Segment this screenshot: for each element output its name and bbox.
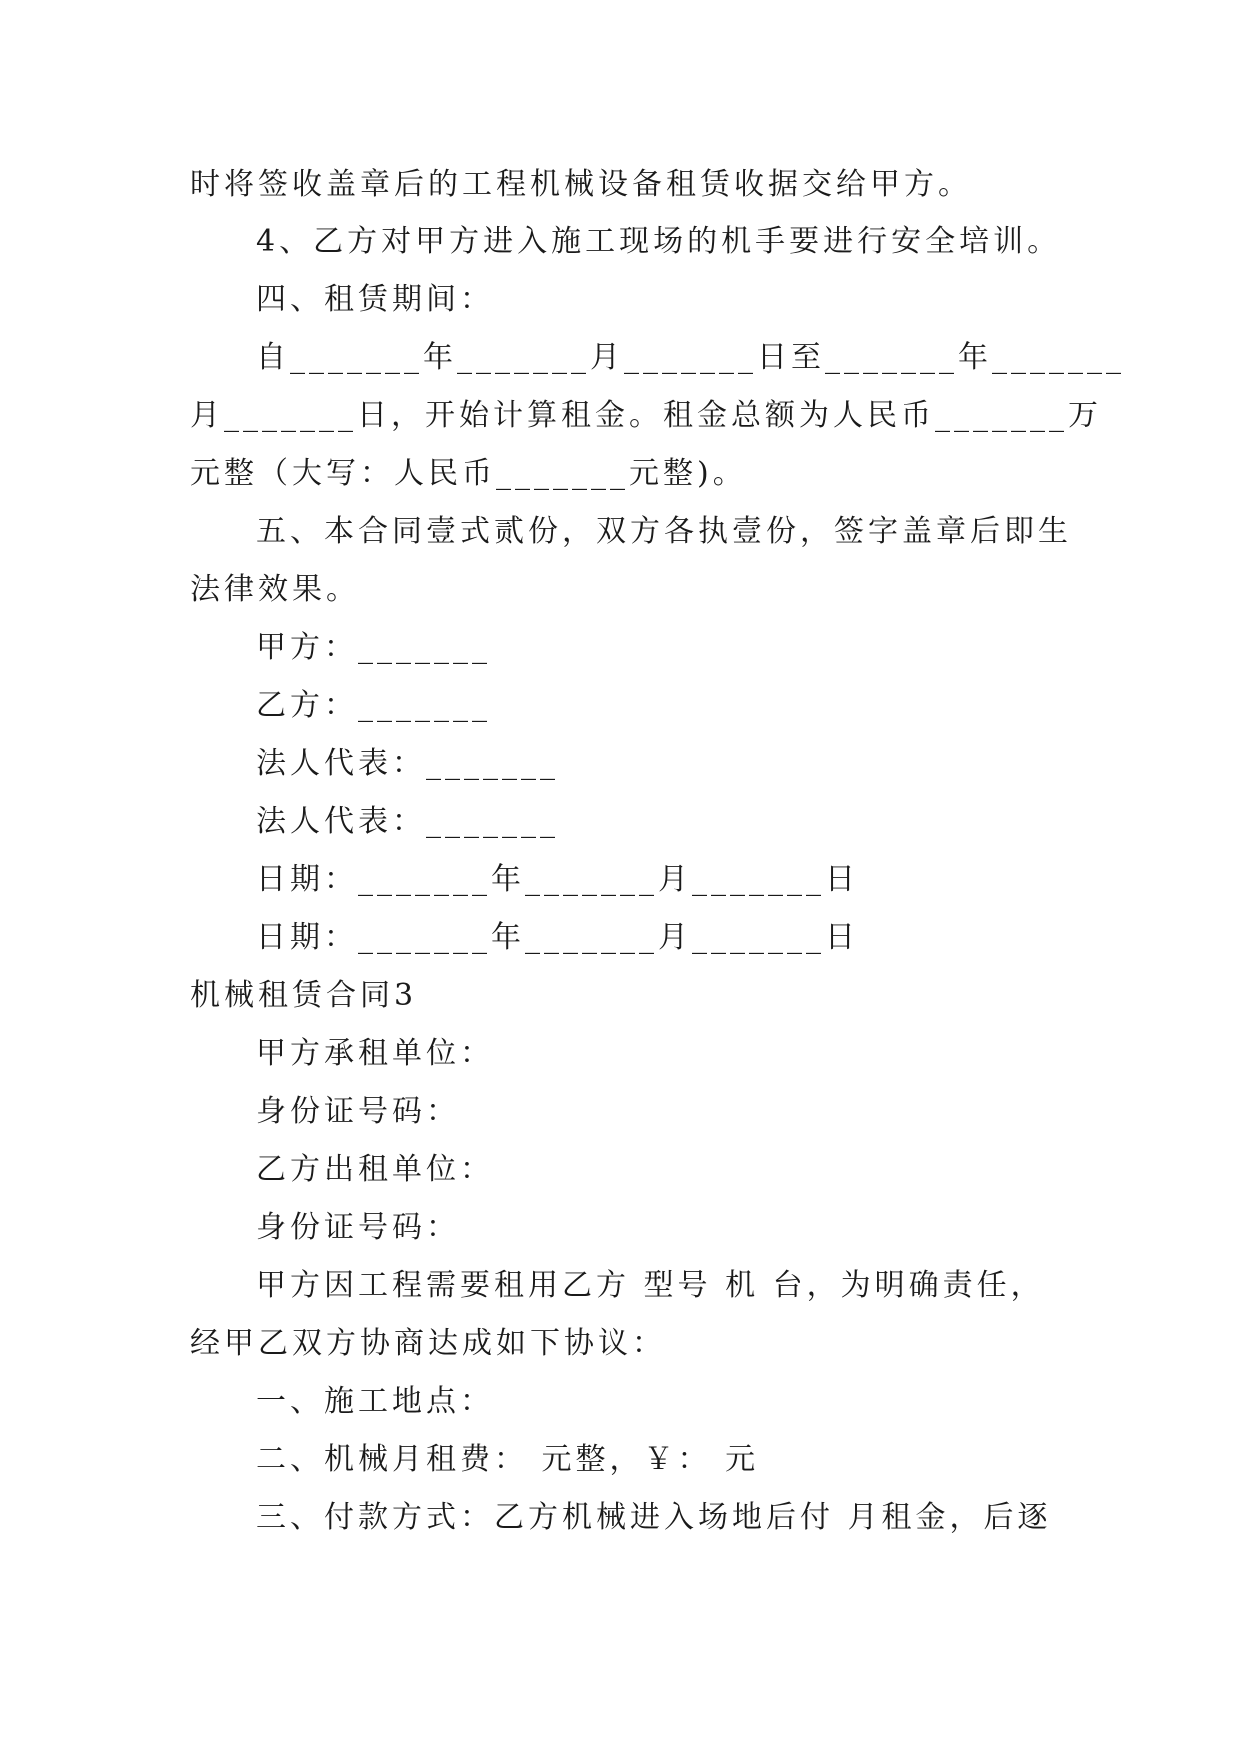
text-line-copies: 五、本合同壹式贰份，双方各执壹份，签字盖章后即生 (256, 514, 1072, 549)
lessor-id: 身份证号码： (256, 1210, 460, 1245)
clause-payment-method: 三、付款方式：乙方机械进入场地后付 月租金，后逐 (256, 1500, 1052, 1535)
clause-monthly-rent: 二、机械月租费： 元整，￥： 元 (256, 1442, 760, 1477)
legal-rep-b: 法人代表：_______ (256, 804, 559, 839)
text-line-lease-dates: 自_______年_______月_______日至_______年_______ (256, 340, 1125, 375)
text-line-2: 4、乙方对甲方进入施工现场的机手要进行安全培训。 (256, 224, 1062, 259)
date-b: 日期：_______年_______月_______日 (256, 920, 859, 955)
text-line-legal-effect: 法律效果。 (190, 572, 360, 607)
contract-title-3: 机械租赁合同3 (190, 978, 418, 1013)
clause-construction-site: 一、施工地点： (256, 1384, 494, 1419)
lessee-unit: 甲方承租单位： (256, 1036, 494, 1071)
text-line-1: 时将签收盖章后的工程机械设备租赁收据交给甲方。 (190, 167, 972, 202)
lessee-id: 身份证号码： (256, 1094, 460, 1129)
legal-rep-a: 法人代表：_______ (256, 746, 559, 781)
party-b-signature: 乙方：_______ (256, 688, 491, 723)
section-heading-lease-period: 四、租赁期间： (256, 282, 494, 317)
text-line-rent-words: 元整（大写：人民币_______元整)。 (190, 456, 747, 491)
date-a: 日期：_______年_______月_______日 (256, 862, 859, 897)
text-line-purpose: 甲方因工程需要租用乙方 型号 机 台，为明确责任， (256, 1268, 1045, 1303)
text-line-rent-start: 月_______日，开始计算租金。租金总额为人民币_______万 (190, 398, 1102, 433)
party-a-signature: 甲方：_______ (256, 630, 491, 665)
lessor-unit: 乙方出租单位： (256, 1152, 494, 1187)
text-line-agreement: 经甲乙双方协商达成如下协议： (190, 1326, 666, 1361)
